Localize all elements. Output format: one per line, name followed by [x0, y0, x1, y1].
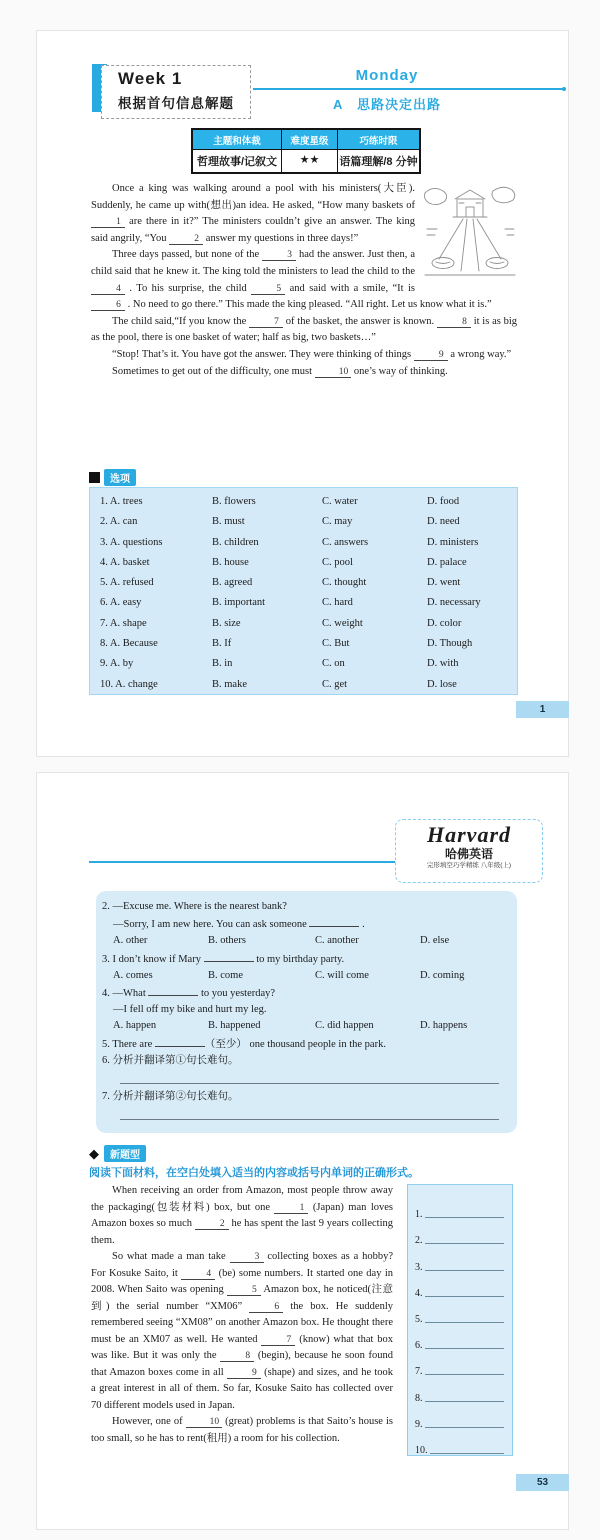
- option-cell: D. else: [420, 935, 450, 947]
- brand-subtitle: 哈佛英语: [444, 847, 493, 861]
- cloze-blank: 7: [261, 1335, 295, 1346]
- info-value-cell: 语篇理解/8 分钟: [337, 149, 419, 172]
- info-header-cell: 巧练时限: [337, 130, 419, 149]
- option-cell: 8. A. Because: [100, 638, 158, 650]
- option-cell: B. come: [208, 969, 243, 981]
- black-square-icon: [89, 472, 100, 483]
- cloze-blank: 6: [91, 300, 125, 311]
- question-line: 6. 分析并翻译第①句长难句。: [102, 1054, 239, 1066]
- passage-paragraph: Sometimes to get out of the difficulty, one must 10 one’s way of thinking.: [112, 365, 448, 377]
- brand-title: Harvard: [427, 822, 511, 847]
- rule-end-dot: [562, 87, 566, 91]
- cloze-blank: 5: [251, 284, 285, 295]
- answer-number: 7.: [415, 1366, 423, 1378]
- option-row: [90, 573, 517, 593]
- option-cell: C. thought: [322, 577, 367, 589]
- answer-write-line: [120, 1118, 499, 1120]
- option-cell: C. water: [322, 496, 358, 507]
- answer-blank-row: [415, 1220, 504, 1246]
- option-cell: D. food: [427, 496, 460, 507]
- option-cell: B. make: [212, 678, 247, 690]
- answer-blank-row: [415, 1404, 504, 1430]
- answer-line: [425, 1242, 505, 1244]
- question-line: 4. —What to you yesterday?: [102, 984, 507, 1002]
- question-options-row: [102, 933, 507, 949]
- answer-number: 2.: [415, 1235, 423, 1247]
- option-cell: B. important: [212, 597, 266, 609]
- option-cell: D. Though: [427, 638, 473, 650]
- question-line: 5. There are （至少） one thousand people in the park.: [102, 1035, 507, 1053]
- option-cell: 4. A. basket: [100, 556, 150, 568]
- info-table-header-row: [193, 130, 419, 149]
- answer-blank-row: [415, 1325, 504, 1351]
- answer-blank-row: [415, 1430, 504, 1456]
- brand-box: [395, 819, 543, 883]
- cloze-blank: 10: [315, 367, 352, 378]
- answer-line: [425, 1321, 505, 1323]
- cloze-blank: 10: [186, 1417, 223, 1428]
- passage-2: [91, 1183, 393, 1447]
- answer-line: [425, 1347, 505, 1349]
- answer-number: 10.: [415, 1444, 428, 1456]
- answer-line: [425, 1295, 505, 1297]
- option-cell: 5. A. refused: [100, 577, 154, 589]
- cloze-blank: 3: [262, 250, 296, 261]
- option-row: [90, 492, 517, 512]
- answer-line: [425, 1426, 505, 1428]
- option-cell: B. children: [212, 536, 259, 548]
- option-cell: A. happen: [113, 1020, 157, 1032]
- cloze-blank: [204, 950, 254, 962]
- option-cell: D. happens: [420, 1020, 468, 1032]
- answer-line: [430, 1452, 505, 1454]
- option-row: [90, 614, 517, 634]
- option-row: [90, 675, 517, 695]
- option-cell: B. size: [212, 617, 241, 629]
- option-cell: D. lose: [427, 678, 457, 690]
- option-cell: C. But: [322, 638, 350, 650]
- option-cell: B. must: [212, 516, 245, 528]
- info-value-cell: 哲理故事/记叙文: [193, 149, 281, 172]
- option-cell: C. pool: [322, 556, 353, 568]
- option-cell: B. agreed: [212, 577, 253, 589]
- option-cell: A. other: [113, 935, 148, 947]
- workbook-page-1: [36, 30, 569, 757]
- option-cell: C. on: [322, 658, 345, 670]
- question-line: —I fell off my bike and hurt my leg.: [113, 1004, 267, 1016]
- option-row: [90, 553, 517, 573]
- options-box: [89, 487, 518, 695]
- option-row: [90, 533, 517, 553]
- question-options-row: [102, 968, 507, 984]
- cloze-blank: 4: [91, 284, 125, 295]
- answer-number: 3.: [415, 1261, 423, 1273]
- option-cell: C. will come: [315, 969, 369, 981]
- diamond-icon: ◆: [89, 1146, 99, 1161]
- passage-paragraph: “Stop! That’s it. You have got the answer. They were thinking of things 9 a wrong way.”: [112, 348, 512, 360]
- option-cell: D. need: [427, 516, 460, 528]
- week-subtitle: 根据首句信息解题: [118, 96, 234, 111]
- option-cell: B. happened: [208, 1020, 261, 1032]
- option-row: [90, 654, 517, 674]
- cloze-blank: 9: [414, 350, 448, 361]
- options-tag: 选项: [104, 469, 136, 486]
- question-options-row: [102, 1018, 507, 1034]
- question-line: 7. 分析并翻译第②句长难句。: [102, 1091, 239, 1103]
- option-cell: C. may: [322, 516, 353, 528]
- answer-line: [425, 1216, 505, 1218]
- passage-paragraph: Three days passed, but none of the 3 had the answer. Just then, a child said that he knew it. The king told the ministers to lead the child to the 4 . To his surprise, the child 5 and said with a smile, “It is 6 . No need to go there.” This made the king pleased. “All right. Let us know what it is.”: [91, 249, 492, 311]
- answer-line: [425, 1400, 505, 1402]
- instruction-text: 阅读下面材料，在空白处填入适当的内容或括号内单词的正确形式。: [89, 1167, 419, 1179]
- new-type-tag: 新题型: [104, 1145, 146, 1162]
- option-row: [90, 634, 517, 654]
- cloze-blank: 1: [91, 217, 125, 228]
- option-cell: 2. A. can: [100, 516, 138, 528]
- question-line: —Sorry, I am new here. You can ask someone .: [102, 915, 507, 933]
- passage-1: [91, 181, 517, 380]
- option-cell: C. hard: [322, 597, 353, 609]
- option-cell: D. palace: [427, 556, 467, 568]
- week-header-box: [101, 65, 251, 119]
- page-number-1: 1: [516, 701, 569, 718]
- cloze-blank: 8: [437, 317, 471, 328]
- option-cell: 1. A. trees: [100, 496, 143, 507]
- option-cell: B. house: [212, 556, 249, 568]
- passage-illustration: [423, 183, 517, 277]
- answer-number: 9.: [415, 1418, 423, 1430]
- answer-number: 8.: [415, 1392, 423, 1404]
- option-cell: D. color: [427, 617, 462, 629]
- option-cell: D. necessary: [427, 597, 481, 609]
- answer-blank-row: [415, 1273, 504, 1299]
- cloze-blank: 5: [227, 1285, 261, 1296]
- answer-write-line: [120, 1082, 499, 1084]
- answer-blank-row: [415, 1377, 504, 1403]
- cloze-blank: [155, 1035, 205, 1047]
- option-cell: 9. A. by: [100, 658, 134, 670]
- cloze-blank: 4: [181, 1269, 215, 1280]
- option-cell: D. ministers: [427, 536, 479, 548]
- cloze-blank: [148, 984, 198, 996]
- cloze-blank: 3: [230, 1252, 264, 1263]
- answer-number: 4.: [415, 1287, 423, 1299]
- cloze-blank: 1: [274, 1203, 308, 1214]
- option-cell: 10. A. change: [100, 678, 158, 690]
- option-cell: C. answers: [322, 536, 369, 548]
- info-table: [191, 128, 421, 174]
- option-cell: 3. A. questions: [100, 536, 163, 548]
- answer-blank-box: [407, 1184, 513, 1456]
- answer-blank-row: [415, 1351, 504, 1377]
- info-value-cell: ★★: [281, 149, 337, 172]
- cloze-blank: 9: [227, 1368, 261, 1379]
- brand-rule: [89, 861, 397, 863]
- option-cell: 7. A. shape: [100, 617, 147, 629]
- question-line: 2. —Excuse me. Where is the nearest bank?: [102, 901, 287, 912]
- header-rule: [253, 88, 564, 90]
- answer-blank-row: [415, 1246, 504, 1272]
- brand-series: 完形填空巧学精练 八年级(上): [426, 862, 512, 869]
- answer-number: 5.: [415, 1313, 423, 1325]
- new-type-label: [89, 1145, 146, 1162]
- garden-sketch-image: [423, 183, 517, 277]
- option-cell: D. coming: [420, 969, 465, 981]
- workbook-page-2: [36, 772, 569, 1530]
- week-title: Week 1: [118, 69, 183, 88]
- option-cell: B. If: [212, 638, 232, 650]
- options-label: [89, 469, 136, 486]
- section-title: A 思路决定出路: [333, 97, 441, 112]
- option-cell: 6. A. easy: [100, 597, 142, 609]
- passage-paragraph: However, one of 10 (great) problems is that Saito’s house is too small, so he has to rent(租用) a room for his collection.: [91, 1416, 393, 1444]
- cloze-blank: [309, 915, 359, 927]
- answer-number: 1.: [415, 1209, 423, 1221]
- info-table-value-row: [193, 149, 419, 172]
- option-cell: C. get: [322, 678, 348, 690]
- cloze-blank: 2: [195, 1219, 229, 1230]
- answer-number: 6.: [415, 1340, 423, 1352]
- cloze-blank: 6: [249, 1302, 283, 1313]
- page-number-53: 53: [516, 1474, 569, 1491]
- answer-line: [425, 1269, 505, 1271]
- option-row: [90, 512, 517, 532]
- answer-line: [425, 1373, 505, 1375]
- option-cell: D. with: [427, 658, 459, 670]
- questions-box: [96, 891, 517, 1133]
- cloze-blank: 8: [220, 1351, 254, 1362]
- option-cell: A. comes: [113, 969, 153, 981]
- question-line: 3. I don’t know if Mary to my birthday party.: [102, 950, 507, 968]
- passage-paragraph: So what made a man take 3 collecting boxes as a hobby? For Kosuke Saito, it 4 (be) some numbers. It started one day in 2008. When Saito was opening 5 Amazon box, he noticed(注意到) the serial number “XM06” 6 the box. He suddenly remembered seeing “XM08” on another Amazon box. He thought there must be an XM07 as well. He wanted 7 (know) what that box was like. But it was only the 8 (begin), because he soon found that Amazon boxes come in all 9 (shape) and sizes, and he took a great interest in all of them. So far, Kosuke Saito has collected over 70 different models used in Japan.: [91, 1251, 394, 1411]
- passage-paragraph: When receiving an order from Amazon, most people throw away the packaging(包装材料) box, but one 1 (Japan) man loves Amazon boxes so much 2 he has spent the last 9 years collecting them.: [91, 1185, 393, 1246]
- cloze-blank: 7: [249, 317, 283, 328]
- day-title: Monday: [355, 67, 419, 84]
- option-cell: C. did happen: [315, 1020, 374, 1032]
- answer-blank-row: [415, 1194, 504, 1220]
- cloze-blank: 2: [169, 234, 203, 245]
- option-cell: B. in: [212, 658, 233, 670]
- passage-paragraph: The child said,“If you know the 7 of the basket, the answer is known. 8 it is as big as the pool, there is one basket of water; half as big, two baskets…”: [91, 315, 517, 344]
- option-cell: C. another: [315, 935, 359, 947]
- option-cell: D. went: [427, 577, 461, 589]
- option-cell: B. flowers: [212, 496, 256, 507]
- answer-blank-row: [415, 1299, 504, 1325]
- option-cell: B. others: [208, 935, 246, 947]
- option-cell: C. weight: [322, 617, 363, 629]
- option-row: [90, 593, 517, 613]
- info-header-cell: 主题和体裁: [193, 130, 281, 149]
- passage-paragraph: Once a king was walking around a pool with his ministers(大臣). Suddenly, he came up with(想出)an idea. He asked, “How many baskets of 1 are there in it?” The ministers couldn’t give an answer. The king said angrily, “You 2 answer my questions in three days!”: [91, 183, 415, 244]
- info-header-cell: 难度星级: [281, 130, 337, 149]
